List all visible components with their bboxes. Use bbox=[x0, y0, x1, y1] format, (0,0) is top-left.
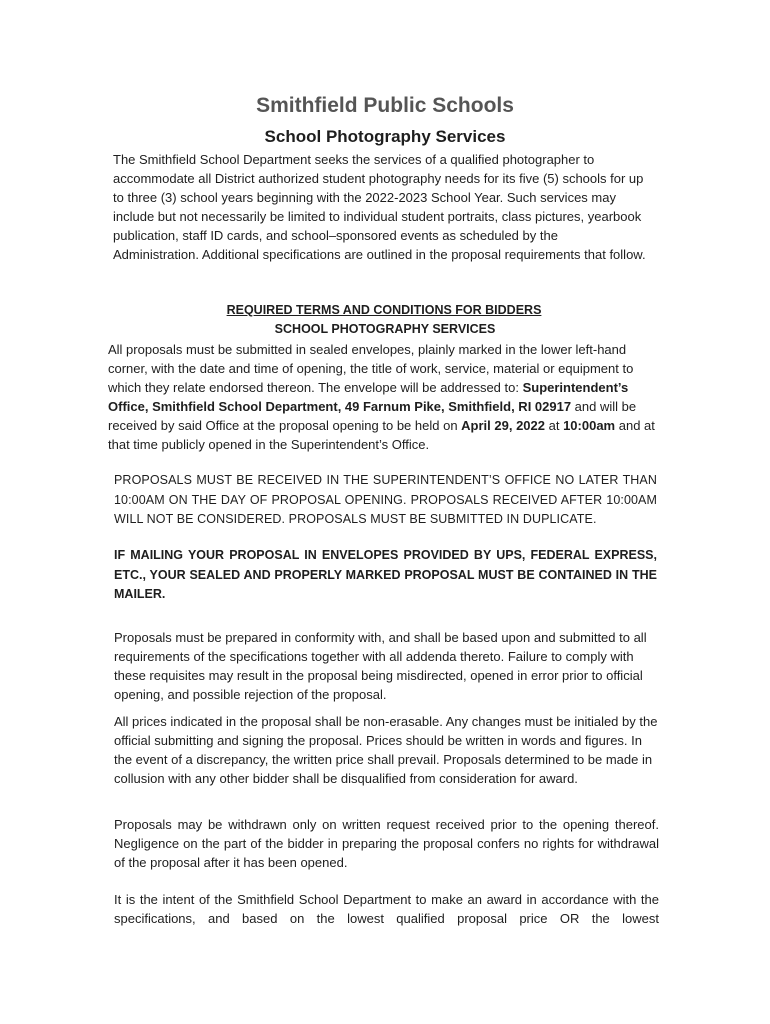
opening-date: April 29, 2022 bbox=[461, 418, 545, 433]
submission-text-end: and at that time publicly opened in the Superintendent’s Office. bbox=[108, 418, 655, 452]
office-address: Superintendent’s Office, Smithfield School Department, 49 Farnum Pike, Smithfield, RI 02917 bbox=[108, 380, 629, 414]
intro-paragraph: The Smithfield School Department seeks the services of a qualified photographer to accommodate all District authorized student photography needs for its five (5) schools for up to three (3) school years beginning with the 2022-2023 School Year. Such services may include but not necessarily be limited to individual student portraits, class pictures, yearbook publication, staff ID cards, and school–sponsored events as scheduled by the Administration. Additional specifications are outlined in the proposal requirements that follow. bbox=[113, 152, 646, 262]
conformity-paragraph: Proposals must be prepared in conformity with, and shall be based upon and submitted to all requirements of the specifications together with all addenda thereto. Failure to comply with these requisites may result in the proposal being misdirected, opened in error prior to official opening, and possible rejection of the proposal. bbox=[114, 630, 647, 702]
document-title: Smithfield Public Schools bbox=[256, 94, 514, 117]
award-paragraph: It is the intent of the Smithfield School Department to make an award in accordance with the specifications, and based on the lowest qualified proposal price OR the lowest bbox=[114, 892, 659, 926]
submission-text-start: All proposals must be submitted in sealed envelopes, plainly marked in the lower left-hand corner, with the date and time of opening, the title of work, service, material or equipment to which they relate endorsed thereon. The envelope will be addressed to: bbox=[108, 342, 634, 395]
document-subtitle: School Photography Services bbox=[264, 127, 506, 146]
submission-text-at: at bbox=[545, 418, 564, 433]
terms-subheading: SCHOOL PHOTOGRAPHY SERVICES bbox=[274, 322, 496, 336]
deadline-notice: PROPOSALS MUST BE RECEIVED IN THE SUPERINTENDENT’S OFFICE NO LATER THAN 10:00AM ON THE DAY OF PROPOSAL OPENING. PROPOSALS RECEIVED AFTER 10:00AM WILL NOT BE CONSIDERED. PROPOSALS MUST BE SUBMITTED IN DUPLICATE. bbox=[114, 473, 657, 526]
withdrawal-paragraph: Proposals may be withdrawn only on written request received prior to the opening thereof. Negligence on the part of the bidder in preparing the proposal confers no rights for withdrawal of the proposal after it has been opened. bbox=[114, 817, 659, 870]
mailing-notice: IF MAILING YOUR PROPOSAL IN ENVELOPES PROVIDED BY UPS, FEDERAL EXPRESS, ETC., YOUR SEALED AND PROPERLY MARKED PROPOSAL MUST BE CONTAINED IN THE MAILER. bbox=[114, 548, 657, 601]
submission-paragraph bbox=[108, 340, 655, 454]
opening-time: 10:00am bbox=[563, 418, 616, 433]
submission-text-mid: and will be received by said Office at the proposal opening to be held on bbox=[108, 399, 637, 433]
prices-paragraph: All prices indicated in the proposal shall be non-erasable. Any changes must be initialed by the official submitting and signing the proposal. Prices should be written in words and figures. In the event of a discrepancy, the written price shall prevail. Proposals determined to be made in collusion with any other bidder shall be disqualified from consideration for award. bbox=[114, 714, 658, 786]
terms-heading: REQUIRED TERMS AND CONDITIONS FOR BIDDERS bbox=[226, 303, 542, 317]
